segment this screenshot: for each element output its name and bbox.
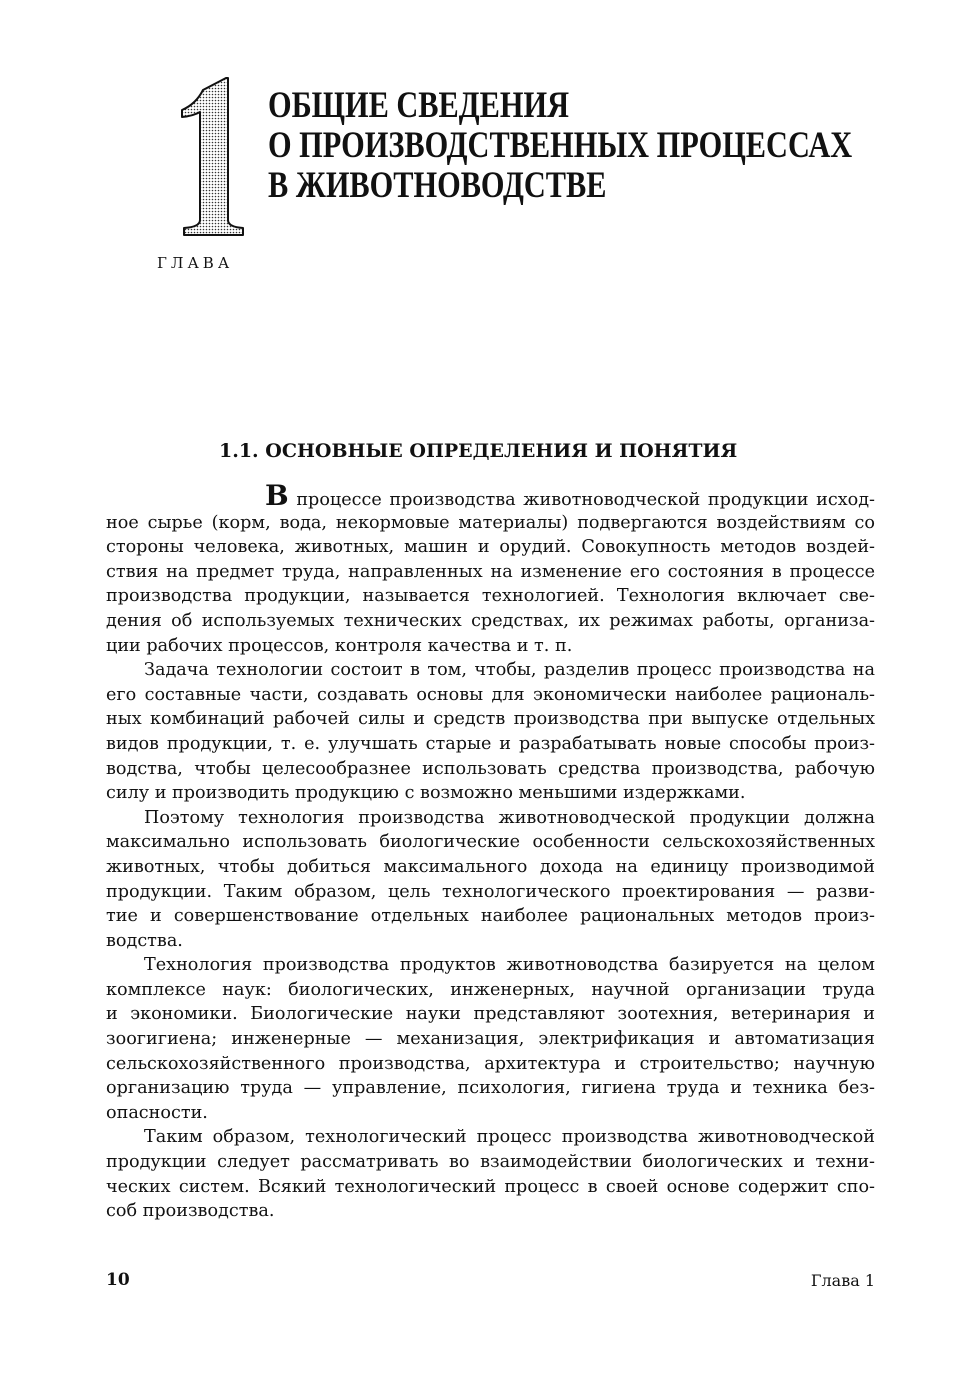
text-line: опасности. (106, 1102, 208, 1123)
chapter-title-line: О ПРОИЗВОДСТВЕННЫХ ПРОЦЕССАХ (268, 125, 853, 166)
text-line: зоогигиена; инженерные — механизация, электрификация и автоматизация (106, 1029, 875, 1050)
text-line: дения об используемых технических средствах, их режимах работы, организа- (106, 610, 875, 631)
text-line: его составные части, создавать основы для экономически наиболее рациональ- (106, 684, 875, 705)
text-line: водства, чтобы целесообразнее использовать средства производства, рабочую (106, 758, 875, 779)
text-line: силу и производить продукцию с возможно меньшими издержками. (106, 783, 746, 804)
text-line: производства продукции, называется технологией. Технология включает све- (106, 586, 875, 607)
text-line: и экономики. Биологические науки представляют зоотехния, ветеринария и (106, 1004, 875, 1025)
text-line: ных комбинаций рабочей силы и средств производства при выпуске отдельных (106, 709, 875, 730)
text-line: ции рабочих процессов, контроля качества и т. п. (106, 635, 573, 656)
text-line: ствия на предмет труда, направленных на изменение его состояния в процессе (106, 561, 875, 582)
text-line: тие и совершенствование отдельных наиболее рациональных методов произ- (106, 906, 875, 927)
text-line: максимально использовать биологические особенности сельскохозяйственных (106, 832, 875, 853)
body-text (106, 479, 875, 1224)
text-line: Технология производства продуктов животноводства базируется на целом (144, 955, 875, 976)
chapter-title (268, 85, 853, 206)
page-number: 10 (106, 1270, 130, 1290)
text-line: водства. (106, 930, 183, 951)
text-line: Поэтому технология производства животноводческой продукции должна (144, 807, 875, 828)
chapter-label: ГЛАВА (157, 254, 234, 272)
drop-cap: В (265, 479, 289, 512)
text-line: животных, чтобы добиться максимального дохода на единицу производимой (106, 856, 875, 877)
chapter-number (148, 72, 268, 242)
text-line: ное сырье (корм, вода, некормовые материалы) подвергаются воздействиям со (106, 512, 875, 533)
chapter-number-graphic (148, 72, 268, 242)
text-line: соб производства. (106, 1201, 275, 1222)
text-line: продукции. Таким образом, цель технологического проектирования — разви- (106, 881, 875, 902)
text-line: Задача технологии состоит в том, чтобы, разделив процесс производства на (144, 660, 875, 681)
chapter-title-line: В ЖИВОТНОВОДСТВЕ (268, 165, 607, 206)
text-line: комплексе наук: биологических, инженерных, научной организации труда (106, 979, 875, 1000)
text-line: организацию труда — управление, психология, гигиена труда и техника без- (106, 1078, 875, 1099)
text-line: видов продукции, т. е. улучшать старые и разрабатывать новые способы произ- (106, 733, 875, 754)
section-heading: 1.1. ОСНОВНЫЕ ОПРЕДЕЛЕНИЯ И ПОНЯТИЯ (219, 440, 738, 462)
text-line: сельскохозяйственного производства, архитектура и строительство; научную (106, 1053, 875, 1074)
text-line: Таким образом, технологический процесс производства животноводческой (144, 1127, 875, 1148)
text-line: В процессе производства животноводческой продукции исход- (265, 479, 875, 512)
running-title: Глава 1 (810, 1271, 875, 1290)
text-line: продукции следует рассматривать во взаимодействии биологических и техни- (106, 1152, 875, 1173)
chapter-title-line: ОБЩИЕ СВЕДЕНИЯ (268, 85, 570, 126)
text-line: ческих систем. Всякий технологический процесс в своей основе содержит спо- (106, 1176, 875, 1197)
text-line: стороны человека, животных, машин и орудий. Совокупность методов воздей- (106, 537, 875, 558)
